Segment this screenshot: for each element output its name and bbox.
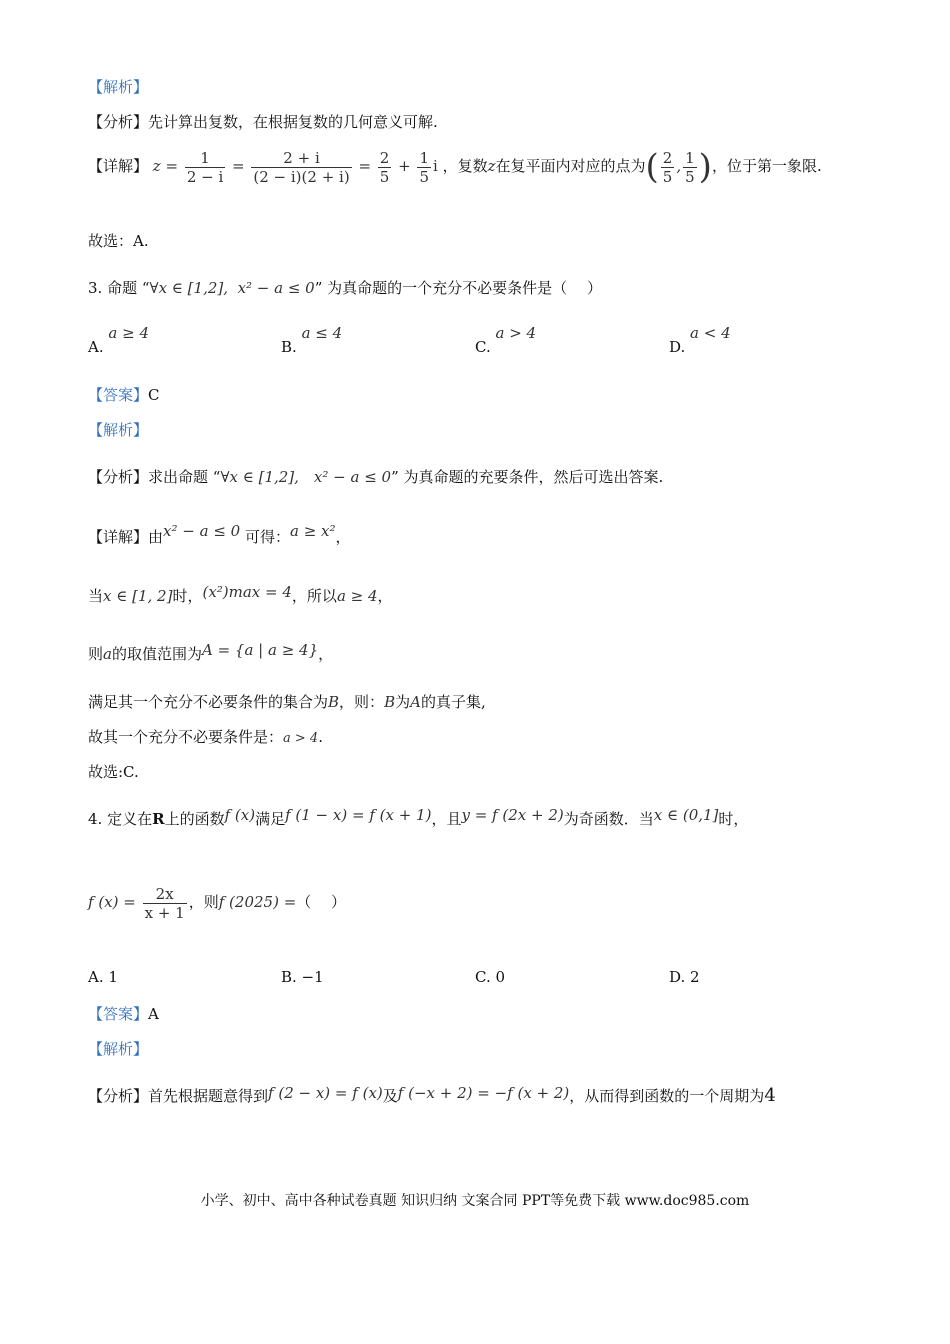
- q3-detail-3: 则a的取值范围为A = {a | a ≥ 4}，: [88, 641, 334, 663]
- q3-answer: C: [148, 386, 160, 404]
- q4-answer: A: [148, 1005, 159, 1023]
- q3-detail-4: 满足其一个充分不必要条件的集合为B，则：B为A的真子集,: [88, 693, 486, 711]
- xiangjie-label: 【详解】: [88, 157, 149, 175]
- q2-point-formula: ( $\frac{2}{5}$ , $\frac{1}{5}$ ): [645, 147, 712, 187]
- q4-stem: 4. 定义在R上的函数f (x)满足f (1 − x) = f (x + 1)，且y = f (2x + 2)为奇函数．当x ∈ (0,1]时，: [88, 806, 749, 828]
- q4-jiexi-heading: 【解析】: [88, 1040, 149, 1058]
- q2-choice: 故选：A.: [88, 232, 149, 250]
- q2-fenxi-text: 先计算出复数，在根据复数的几何意义可解.: [148, 113, 438, 131]
- fenxi-label: 【分析】: [88, 113, 149, 131]
- q3-detail-2: 当x ∈ [1, 2]时，(x²)max = 4，所以a ≥ 4，: [88, 583, 393, 605]
- q2-complex-formula: z = $\frac{1}{2 - i}$ = $\frac{2 + i}{(2 - i)(2 + i)}$ = $\frac{2}{5}$ + $\frac{1}{5}$ i: [152, 148, 438, 186]
- q3-option-b: B. a ≤ 4: [281, 324, 343, 356]
- q3-detail-1: 【详解】由x² − a ≤ 0 可得：a ≥ x²，: [88, 522, 351, 546]
- q3-jiexi-heading: 【解析】: [88, 421, 149, 439]
- q3-answer-line: 【答案】C: [88, 386, 160, 404]
- q3-stem: 3. 命题 “∀x ∈ [1,2], x² − a ≤ 0” 为真命题的一个充分不必要条件是（ ）: [88, 279, 602, 297]
- q3-option-d: D. a < 4: [669, 324, 731, 356]
- q4-fraction: $\frac{2x}{x + 1}$: [144, 884, 185, 922]
- q3-detail-5: 故其一个充分不必要条件是：a > 4.: [88, 728, 323, 746]
- q3-option-c: C. a > 4: [475, 324, 537, 356]
- q3-fenxi-line: 【分析】求出命题 “∀x ∈ [1,2], x² − a ≤ 0” 为真命题的充要条件，然后可选出答案.: [88, 468, 664, 486]
- q4-answer-line: 【答案】A: [88, 1005, 159, 1023]
- q4-stem-line2: f (x) = $\frac{2x}{x + 1}$ ，则f (2025) =（ ）: [88, 884, 347, 922]
- page-footer: 小学、初中、高中各种试卷真题 知识归纳 文案合同 PPT等免费下载 www.doc985.com: [200, 1193, 750, 1209]
- q4-option-a: A. 1: [88, 968, 118, 986]
- q3-option-a: A. a ≥ 4: [88, 324, 149, 356]
- jiexi-heading: 【解析】: [88, 78, 149, 96]
- q2-fenxi-line: [88, 111, 870, 133]
- q4-fenxi-line: 【分析】首先根据题意得到f (2 − x) = f (x)及f (−x + 2) = −f (x + 2)，从而得到函数的一个周期为4: [88, 1084, 776, 1106]
- q3-choice: 故选:C.: [88, 763, 139, 781]
- q4-option-c: C. 0: [475, 968, 506, 986]
- q4-option-d: D. 2: [669, 968, 700, 986]
- q2-detail-line: 【详解】 z = $\frac{1}{2 - i}$ = $\frac{2 + i}{(2 - i)(2 + i)}$ = $\frac{2}{5}$ + $\frac{1}{5}$ i ，复数z在复平面内对应的点为( $\frac{2}{5}$ , $\frac{1}{5}$ )，位于第一象限.: [88, 147, 822, 187]
- q4-option-b: B. −1: [281, 968, 324, 986]
